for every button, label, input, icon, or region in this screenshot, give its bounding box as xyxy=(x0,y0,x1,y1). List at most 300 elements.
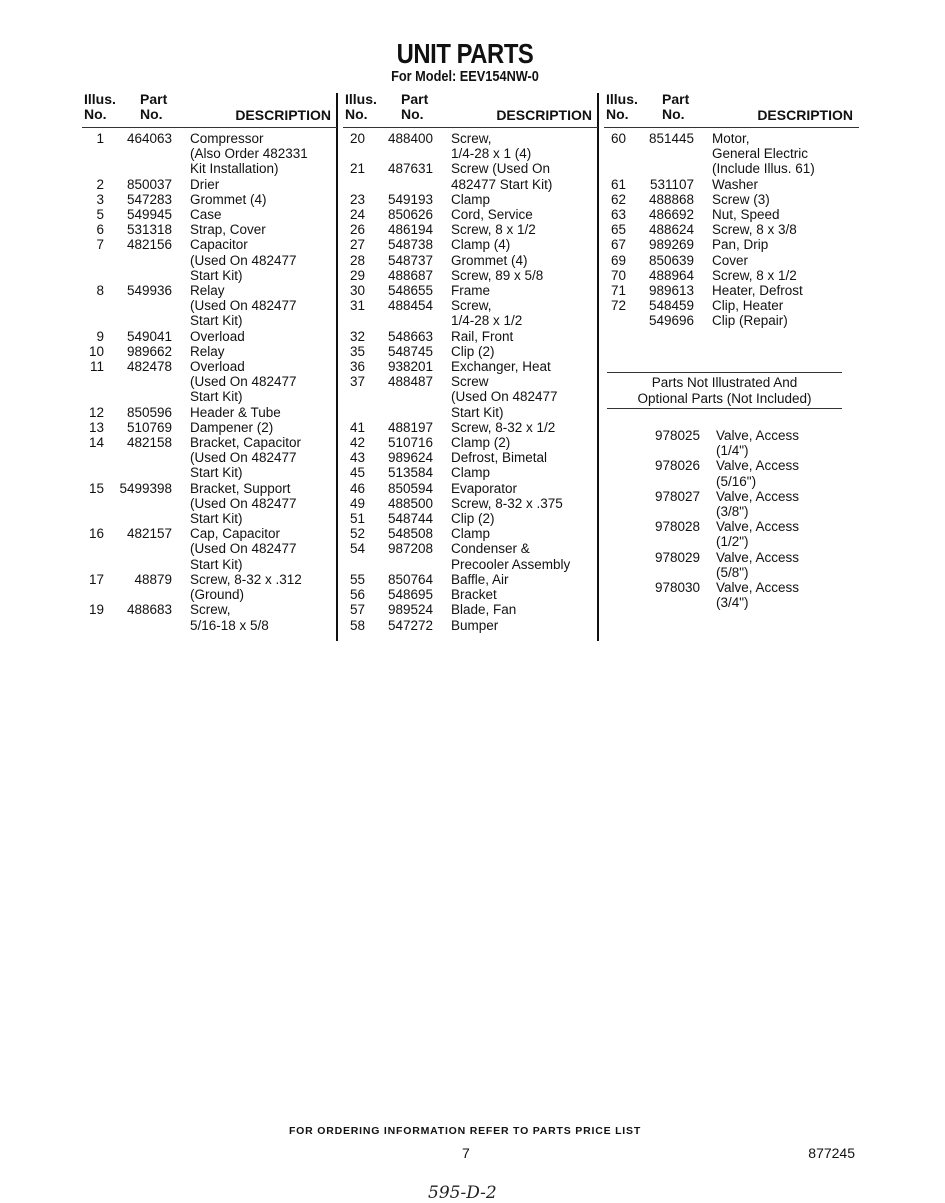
part-number: 548695 xyxy=(387,587,433,603)
illus-number: 24 xyxy=(349,207,365,223)
table-row xyxy=(82,344,337,359)
illus-number: 23 xyxy=(349,191,365,207)
part-description: Condenser & xyxy=(451,541,530,557)
part-description: Precooler Assembly xyxy=(451,556,571,572)
part-number: 488400 xyxy=(387,131,433,146)
table-row xyxy=(343,298,598,313)
part-number: 548508 xyxy=(387,526,433,542)
part-number: 548744 xyxy=(387,511,433,527)
header-part-line: Part xyxy=(140,91,168,107)
table-row xyxy=(82,420,337,435)
part-description: Start Kit) xyxy=(190,511,243,527)
table-row xyxy=(82,511,337,526)
illus-number: 10 xyxy=(88,343,104,359)
illus-number: 37 xyxy=(349,374,365,390)
part-description: Compressor xyxy=(190,131,264,146)
part-description: Grommet (4) xyxy=(190,191,267,207)
table-row xyxy=(343,405,598,420)
illus-number: 32 xyxy=(349,328,365,344)
table-row xyxy=(82,496,337,511)
part-description: Case xyxy=(190,207,222,223)
part-description: Valve, Access xyxy=(716,458,800,474)
part-number: 978025 xyxy=(654,428,700,443)
part-description: Start Kit) xyxy=(451,404,504,420)
table-row xyxy=(343,389,598,404)
table-row xyxy=(604,237,859,252)
illus-number: 71 xyxy=(610,283,626,299)
part-description: (Also Order 482331 xyxy=(190,146,308,162)
illus-number: 49 xyxy=(349,495,365,511)
table-row xyxy=(82,177,337,192)
illus-number xyxy=(343,557,365,572)
part-description: 5/16-18 x 5/8 xyxy=(190,617,269,633)
part-description: Bracket, Capacitor xyxy=(190,435,302,451)
part-number: 531318 xyxy=(126,222,172,238)
part-description: Screw, xyxy=(190,602,231,618)
header-part-line: Part xyxy=(401,91,429,107)
illus-number: 69 xyxy=(610,252,626,268)
column-header xyxy=(343,92,598,128)
part-number xyxy=(104,541,172,556)
part-description: Evaporator xyxy=(451,480,518,496)
part-description: Clamp (2) xyxy=(451,435,511,451)
part-description: Rail, Front xyxy=(451,328,514,344)
part-number xyxy=(612,534,700,549)
part-number: 487631 xyxy=(387,161,433,177)
part-description: Bracket xyxy=(451,587,497,603)
part-description: Clamp xyxy=(451,191,491,207)
illus-number xyxy=(82,618,104,633)
part-number: 548738 xyxy=(387,237,433,253)
part-number xyxy=(104,511,172,526)
table-row xyxy=(343,511,598,526)
part-number: 989269 xyxy=(648,237,694,253)
part-description: Screw, xyxy=(451,298,492,314)
part-number: 531107 xyxy=(649,176,694,192)
part-number: 850764 xyxy=(387,571,433,587)
part-number xyxy=(104,374,172,389)
table-row xyxy=(82,450,337,465)
header-rule xyxy=(82,127,337,128)
part-number xyxy=(612,474,700,489)
illus-number xyxy=(604,161,626,176)
part-description: (5/16") xyxy=(716,473,757,489)
part-description: Capacitor xyxy=(190,237,248,253)
illus-number: 2 xyxy=(96,176,104,192)
part-description: Overload xyxy=(190,359,245,375)
part-description: (3/8") xyxy=(716,504,749,520)
part-number: 851445 xyxy=(648,131,694,146)
part-description: Relay xyxy=(190,283,225,299)
part-number: 548459 xyxy=(648,298,694,314)
part-description: Clip (2) xyxy=(451,511,495,527)
part-number: 547283 xyxy=(126,191,172,207)
illus-number: 46 xyxy=(349,480,365,496)
part-number: 488454 xyxy=(387,298,433,314)
illus-number: 3 xyxy=(96,191,104,207)
part-description: Start Kit) xyxy=(190,267,243,283)
illus-number: 51 xyxy=(349,511,365,527)
part-description: (Used On 482477 xyxy=(190,541,297,557)
part-description: Screw, 8-32 x .312 xyxy=(190,571,302,587)
illus-number: 14 xyxy=(88,435,104,451)
part-number: 48879 xyxy=(134,571,172,587)
table-row xyxy=(343,481,598,496)
part-number: 488683 xyxy=(126,602,172,618)
part-description: Nut, Speed xyxy=(712,207,780,223)
illus-number: 5 xyxy=(96,207,104,223)
table-row xyxy=(343,161,598,176)
header-part-line: No. xyxy=(401,106,424,122)
part-description: (1/4") xyxy=(716,443,749,459)
table-row xyxy=(343,618,598,633)
table-row xyxy=(604,207,859,222)
illus-number xyxy=(82,450,104,465)
part-number xyxy=(612,443,700,458)
table-row xyxy=(343,602,598,617)
part-number: 938201 xyxy=(387,359,433,375)
table-row xyxy=(343,435,598,450)
part-number: 548737 xyxy=(387,252,433,268)
part-description: (3/4") xyxy=(716,595,749,611)
part-description: Screw, xyxy=(451,131,492,146)
part-description: (Used On 482477 xyxy=(190,374,297,390)
illus-number xyxy=(82,541,104,556)
table-row xyxy=(82,359,337,374)
part-number: 510769 xyxy=(126,419,172,435)
table-row xyxy=(612,550,799,565)
part-number: 978026 xyxy=(654,458,700,474)
table-row xyxy=(343,526,598,541)
part-description: Drier xyxy=(190,176,220,192)
header-part xyxy=(662,92,689,122)
illus-number: 21 xyxy=(349,161,365,177)
illus-number xyxy=(82,298,104,313)
table-row xyxy=(604,222,859,237)
table-row xyxy=(82,161,337,176)
part-description: Valve, Access xyxy=(716,580,800,596)
part-description: Screw, 8 x 1/2 xyxy=(712,267,797,283)
illus-number xyxy=(343,389,365,404)
part-number: 482158 xyxy=(126,435,172,451)
illus-number: 12 xyxy=(88,404,104,420)
table-row xyxy=(82,146,337,161)
header-illus xyxy=(84,92,116,122)
part-description: Washer xyxy=(712,176,759,192)
part-description: Clamp xyxy=(451,465,491,481)
table-row xyxy=(82,207,337,222)
part-number xyxy=(104,253,172,268)
illus-number: 43 xyxy=(349,450,365,466)
table-row xyxy=(612,458,799,473)
header-illus-line: Illus. xyxy=(84,91,116,107)
part-number xyxy=(104,161,172,176)
table-row xyxy=(343,283,598,298)
not-illustrated-heading xyxy=(607,372,842,409)
table-row xyxy=(82,602,337,617)
part-description: Start Kit) xyxy=(190,389,243,405)
table-row xyxy=(612,580,799,595)
table-row xyxy=(82,192,337,207)
part-number: 5499398 xyxy=(119,480,172,496)
table-row xyxy=(82,298,337,313)
table-row xyxy=(343,131,598,146)
part-number xyxy=(104,557,172,572)
not-illustrated-heading-line: Parts Not Illustrated And xyxy=(651,375,798,390)
illus-number xyxy=(82,511,104,526)
table-row xyxy=(82,313,337,328)
illus-number: 41 xyxy=(349,419,365,435)
part-description: Screw (3) xyxy=(712,191,770,207)
part-description: Screw, 8 x 1/2 xyxy=(451,222,536,238)
parts-table xyxy=(343,131,598,633)
part-number xyxy=(104,450,172,465)
part-number: 464063 xyxy=(126,131,172,146)
illus-number: 30 xyxy=(349,283,365,299)
table-row xyxy=(82,618,337,633)
part-number xyxy=(626,146,694,161)
illus-number: 8 xyxy=(96,283,104,299)
illus-number: 31 xyxy=(349,298,365,314)
table-row xyxy=(343,222,598,237)
table-row xyxy=(82,481,337,496)
illus-number: 54 xyxy=(349,541,365,557)
table-row xyxy=(612,595,799,610)
illus-number xyxy=(343,405,365,420)
table-row xyxy=(343,572,598,587)
header-illus xyxy=(606,92,638,122)
illus-number: 42 xyxy=(349,435,365,451)
part-description: Valve, Access xyxy=(716,428,800,443)
table-row xyxy=(343,329,598,344)
header-rule xyxy=(604,127,859,128)
part-description: Screw, 8 x 3/8 xyxy=(712,222,797,238)
part-number: 850626 xyxy=(387,207,433,223)
table-row xyxy=(343,253,598,268)
illus-number: 11 xyxy=(89,359,104,375)
parts-column-3 xyxy=(604,92,859,329)
table-row xyxy=(604,161,859,176)
header-rule xyxy=(343,127,598,128)
table-row xyxy=(343,192,598,207)
part-number: 513584 xyxy=(387,465,433,481)
part-description: Dampener (2) xyxy=(190,419,274,435)
table-row xyxy=(343,557,598,572)
part-description: Blade, Fan xyxy=(451,602,517,618)
illus-number: 13 xyxy=(88,419,104,435)
part-description: Start Kit) xyxy=(190,465,243,481)
table-row xyxy=(343,268,598,283)
part-number: 488868 xyxy=(648,191,694,207)
part-number xyxy=(626,161,694,176)
part-number xyxy=(612,595,700,610)
illus-number: 63 xyxy=(610,207,626,223)
illus-number: 9 xyxy=(96,328,104,344)
part-description: (Used On 482477 xyxy=(190,495,297,511)
part-number: 482478 xyxy=(126,359,172,375)
illus-number: 15 xyxy=(88,480,104,496)
illus-number: 6 xyxy=(96,222,104,238)
part-number: 989662 xyxy=(126,343,172,359)
part-number: 548663 xyxy=(387,328,433,344)
part-number: 989624 xyxy=(387,450,433,466)
part-description: Motor, xyxy=(712,131,750,146)
part-description: (Used On 482477 xyxy=(451,389,558,405)
illus-number xyxy=(343,313,365,328)
part-description: 482477 Start Kit) xyxy=(451,176,553,192)
part-number: 978030 xyxy=(654,580,700,596)
part-description: Clip (2) xyxy=(451,343,495,359)
column-header xyxy=(604,92,859,128)
table-row xyxy=(343,450,598,465)
part-description: Start Kit) xyxy=(190,556,243,572)
part-number: 549696 xyxy=(648,313,694,329)
part-description: Screw, 8-32 x 1/2 xyxy=(451,419,556,435)
optional-parts-list xyxy=(612,428,799,610)
illus-number: 36 xyxy=(349,359,365,375)
part-description: Screw xyxy=(451,374,489,390)
part-number xyxy=(365,177,433,192)
document-number: 877245 xyxy=(808,1145,855,1161)
part-description: Screw, 8-32 x .375 xyxy=(451,495,563,511)
part-description: (Used On 482477 xyxy=(190,450,297,466)
table-row xyxy=(604,146,859,161)
table-row xyxy=(343,237,598,252)
illus-number xyxy=(82,374,104,389)
part-number: 850596 xyxy=(126,404,172,420)
ordering-note: FOR ORDERING INFORMATION REFER TO PARTS PRICE LIST xyxy=(288,1125,642,1137)
illus-number xyxy=(82,146,104,161)
parts-column-2 xyxy=(343,92,598,633)
table-row xyxy=(82,526,337,541)
page-title: UNIT PARTS xyxy=(396,38,534,69)
part-number: 482157 xyxy=(126,526,172,542)
part-description: Pan, Drip xyxy=(712,237,769,253)
illus-number xyxy=(604,146,626,161)
table-row xyxy=(604,192,859,207)
part-number xyxy=(104,313,172,328)
part-number xyxy=(365,146,433,161)
part-number: 488500 xyxy=(387,495,433,511)
table-row xyxy=(82,253,337,268)
table-row xyxy=(343,359,598,374)
part-description: Relay xyxy=(190,343,225,359)
table-row xyxy=(604,253,859,268)
part-description: (5/8") xyxy=(716,564,749,580)
header-part-line: No. xyxy=(140,106,163,122)
illus-number: 1 xyxy=(96,131,104,146)
header-description: DESCRIPTION xyxy=(496,107,592,123)
table-row xyxy=(82,222,337,237)
table-row xyxy=(82,541,337,556)
table-row xyxy=(604,177,859,192)
part-number: 488687 xyxy=(387,267,433,283)
page-number: 7 xyxy=(462,1145,470,1161)
part-description: Bumper xyxy=(451,617,499,633)
table-row xyxy=(343,496,598,511)
parts-table xyxy=(82,131,337,633)
part-number xyxy=(365,405,433,420)
table-row xyxy=(82,131,337,146)
illus-number xyxy=(82,587,104,602)
part-number xyxy=(104,298,172,313)
illus-number: 27 xyxy=(349,237,365,253)
model-subtitle: For Model: EEV154NW-0 xyxy=(391,68,539,85)
part-number: 486194 xyxy=(387,222,433,238)
part-description: Cap, Capacitor xyxy=(190,526,281,542)
part-number xyxy=(104,618,172,633)
illus-number: 28 xyxy=(349,252,365,268)
part-description: Exchanger, Heat xyxy=(451,359,551,375)
part-description: Screw (Used On xyxy=(451,161,551,177)
illus-number: 16 xyxy=(88,526,104,542)
table-row xyxy=(343,207,598,222)
part-description: (1/2") xyxy=(716,534,749,550)
part-number: 549936 xyxy=(126,283,172,299)
table-row xyxy=(82,435,337,450)
table-row xyxy=(82,283,337,298)
part-description: Defrost, Bimetal xyxy=(451,450,548,466)
part-description: 1/4-28 x 1 (4) xyxy=(451,146,532,162)
table-row xyxy=(612,504,799,519)
table-row xyxy=(82,572,337,587)
header-part-line: Part xyxy=(662,91,690,107)
table-row xyxy=(82,237,337,252)
table-row xyxy=(343,541,598,556)
table-row xyxy=(612,428,799,443)
illus-number: 57 xyxy=(349,602,365,618)
table-row xyxy=(343,465,598,480)
table-row xyxy=(343,420,598,435)
part-number: 989524 xyxy=(387,602,433,618)
illus-number: 7 xyxy=(96,237,104,253)
part-number: 549193 xyxy=(387,191,433,207)
table-row xyxy=(343,177,598,192)
part-description: (Ground) xyxy=(190,587,245,603)
header-illus-line: No. xyxy=(345,106,368,122)
part-number xyxy=(612,504,700,519)
illus-number: 29 xyxy=(349,267,365,283)
part-number: 488964 xyxy=(648,267,694,283)
table-row xyxy=(604,131,859,146)
header-description: DESCRIPTION xyxy=(235,107,331,123)
table-row xyxy=(82,374,337,389)
illus-number: 45 xyxy=(349,465,365,481)
not-illustrated-heading-line: Optional Parts (Not Included) xyxy=(637,390,812,406)
handwritten-note: 595-D-2 xyxy=(428,1183,497,1203)
table-row xyxy=(612,489,799,504)
illus-number xyxy=(82,496,104,511)
illus-number: 19 xyxy=(88,602,104,618)
part-number: 488624 xyxy=(648,222,694,238)
part-number: 548745 xyxy=(387,343,433,359)
illus-number: 61 xyxy=(610,176,626,192)
header-description: DESCRIPTION xyxy=(757,107,853,123)
header-illus-line: No. xyxy=(84,106,107,122)
table-row xyxy=(82,268,337,283)
part-description: Clamp (4) xyxy=(451,237,511,253)
header-part xyxy=(140,92,167,122)
table-row xyxy=(82,587,337,602)
illus-number xyxy=(343,177,365,192)
part-number xyxy=(104,496,172,511)
illus-number xyxy=(82,313,104,328)
part-number xyxy=(104,465,172,480)
part-number: 547272 xyxy=(387,617,433,633)
illus-number: 70 xyxy=(610,267,626,283)
table-row xyxy=(612,565,799,580)
part-description: Clamp xyxy=(451,526,491,542)
